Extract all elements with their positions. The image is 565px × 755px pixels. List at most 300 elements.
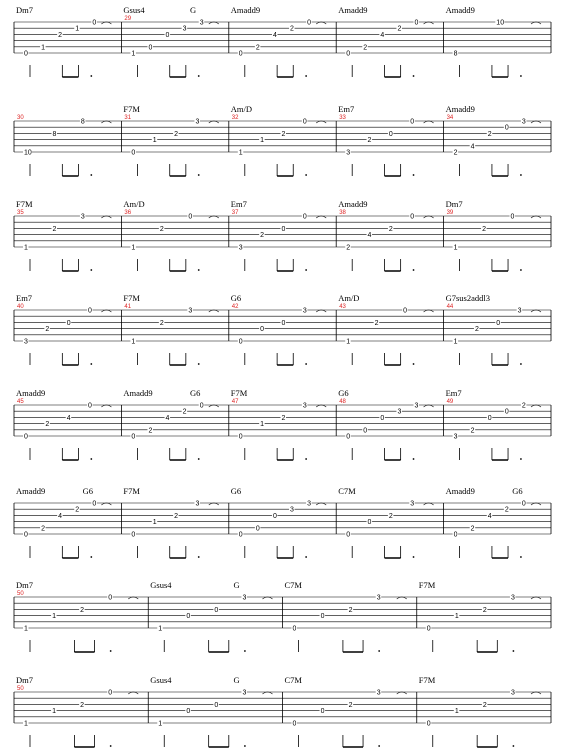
measure-number: 42 <box>231 304 239 310</box>
fret-number: 0 <box>165 31 170 39</box>
slur <box>424 121 434 123</box>
fret-number: 3 <box>517 307 522 315</box>
chord-name: F7M <box>418 580 436 590</box>
fret-number: 1 <box>152 519 157 527</box>
fret-number: 4 <box>367 232 372 240</box>
dot <box>520 363 522 365</box>
fret-number: 1 <box>52 708 56 716</box>
chord-name: Dm7 <box>16 675 33 685</box>
fret-number: 1 <box>52 613 56 621</box>
measure-number: 36 <box>124 210 132 216</box>
dot <box>305 269 307 271</box>
slur <box>209 121 219 123</box>
fret-number: 2 <box>174 130 179 138</box>
dot <box>198 458 200 460</box>
fret-number: 0 <box>186 708 191 716</box>
fret-number: 3 <box>410 500 415 508</box>
fret-number: 0 <box>388 130 393 138</box>
fret-number: 1 <box>260 421 265 429</box>
dot <box>90 556 92 558</box>
fret-number: 2 <box>80 701 85 709</box>
chord-name: F7M <box>418 675 436 685</box>
fret-number: 0 <box>281 225 286 233</box>
measure <box>446 199 551 271</box>
chord-name: Gsus4 <box>150 580 172 590</box>
fret-number: 0 <box>108 594 113 602</box>
measure <box>16 5 121 77</box>
fret-number: 0 <box>260 326 265 334</box>
fret-number: 0 <box>238 338 243 346</box>
chord-name: Em7 <box>445 388 462 398</box>
dot <box>90 458 92 460</box>
measure-number: 37 <box>231 210 239 216</box>
measure <box>338 293 443 365</box>
fret-number: 1 <box>131 50 136 58</box>
fret-number: 0 <box>367 519 372 527</box>
fret-number: 2 <box>470 427 475 435</box>
chord-name: Am/D <box>123 199 145 209</box>
fret-number: 0 <box>188 213 193 221</box>
fret-number: 3 <box>414 402 419 410</box>
fret-number: 0 <box>363 427 368 435</box>
chord-name: G <box>189 5 197 15</box>
dot <box>520 458 522 460</box>
fret-number: 10 <box>496 19 505 27</box>
dot <box>90 269 92 271</box>
fret-number: 0 <box>24 433 28 441</box>
dot <box>520 556 522 558</box>
slur <box>316 121 326 123</box>
fret-number: 0 <box>131 531 136 539</box>
fret-number: 0 <box>320 708 325 716</box>
fret-number: 2 <box>148 427 153 435</box>
measure <box>338 104 443 176</box>
fret-number: 3 <box>182 25 187 33</box>
measure-number: 45 <box>17 399 24 405</box>
measure-number: 34 <box>446 115 454 121</box>
fret-number: 3 <box>397 408 402 416</box>
fret-number: 1 <box>41 44 45 52</box>
dot <box>413 269 415 271</box>
dot <box>90 363 92 365</box>
fret-number: 2 <box>397 25 402 33</box>
chord-name: G <box>233 580 240 590</box>
measure <box>285 580 417 652</box>
chord-name: Amadd9 <box>123 388 153 398</box>
fret-number: 2 <box>504 506 509 514</box>
fret-number: 1 <box>453 244 458 252</box>
fret-number: 2 <box>58 31 63 39</box>
fret-number: 2 <box>482 701 487 709</box>
tab-system-2 <box>14 104 551 176</box>
fret-number: 0 <box>131 433 136 441</box>
measure-number: 49 <box>446 399 454 405</box>
measure-number: 31 <box>124 115 132 121</box>
fret-number: 0 <box>88 307 92 315</box>
measure <box>419 580 551 652</box>
fret-number: 0 <box>496 319 501 327</box>
dot <box>110 650 112 652</box>
fret-number: 4 <box>58 512 63 520</box>
fret-number: 1 <box>453 338 458 346</box>
fret-number: 2 <box>281 414 286 422</box>
fret-number: 0 <box>487 414 492 422</box>
chord-name: G6 <box>338 388 349 398</box>
fret-number: 2 <box>45 326 50 334</box>
fret-number: 2 <box>374 319 379 327</box>
fret-number: 0 <box>504 408 509 416</box>
fret-number: 0 <box>199 402 204 410</box>
slur <box>531 121 541 123</box>
dot <box>110 745 112 747</box>
measure <box>338 486 443 558</box>
tab-system-8 <box>14 675 551 747</box>
measure <box>338 388 443 460</box>
fret-number: 1 <box>158 625 163 633</box>
measure <box>16 580 148 652</box>
dot <box>413 458 415 460</box>
fret-number: 1 <box>152 137 157 145</box>
chord-name: G6 <box>230 293 242 303</box>
fret-number: 0 <box>238 531 243 539</box>
fret-number: 0 <box>302 118 307 126</box>
measure <box>446 5 551 77</box>
fret-number: 0 <box>88 402 92 410</box>
fret-number: 0 <box>24 50 28 58</box>
fret-number: 4 <box>272 31 277 39</box>
fret-number: 2 <box>363 44 368 52</box>
chord-name: F7M <box>123 293 140 303</box>
fret-number: 0 <box>255 525 260 533</box>
fret-number: 3 <box>376 594 381 602</box>
fret-number: 0 <box>92 19 97 27</box>
dot <box>90 75 92 77</box>
chord-name: F7M <box>230 388 248 398</box>
fret-number: 1 <box>131 244 136 252</box>
fret-number: 2 <box>159 319 164 327</box>
measure <box>123 486 228 558</box>
fret-number: 4 <box>487 512 492 520</box>
measure <box>338 5 443 77</box>
dot <box>413 75 415 77</box>
fret-number: 3 <box>195 500 200 508</box>
dot <box>198 363 200 365</box>
fret-number: 1 <box>24 720 28 728</box>
fret-number: 2 <box>75 506 80 514</box>
measure-number: 40 <box>17 304 24 310</box>
fret-number: 0 <box>410 118 415 126</box>
fret-number: 2 <box>80 606 85 614</box>
chord-name: F7M <box>16 199 33 209</box>
fret-number: 3 <box>199 19 204 27</box>
fret-number: 1 <box>24 244 28 252</box>
measure <box>150 580 282 652</box>
chord-name: Am/D <box>338 293 360 303</box>
chord-name: Gsus4 <box>123 5 145 15</box>
dot <box>520 75 522 77</box>
chord-name: G6 <box>512 486 523 496</box>
dot <box>520 174 522 176</box>
fret-number: 1 <box>158 720 163 728</box>
fret-number: 1 <box>75 25 80 33</box>
fret-number: 2 <box>290 25 294 33</box>
fret-number: 0 <box>302 213 307 221</box>
dot <box>198 556 200 558</box>
measure-number: 47 <box>231 399 239 405</box>
chord-name: Em7 <box>16 293 33 303</box>
fret-number: 0 <box>148 44 153 52</box>
fret-number: 3 <box>346 149 351 157</box>
fret-number: 3 <box>188 307 193 315</box>
fret-number: 2 <box>281 130 286 138</box>
fret-number: 0 <box>521 500 526 508</box>
chord-name: Amadd9 <box>230 5 261 15</box>
slur <box>101 121 111 123</box>
measure-number: 29 <box>124 16 132 22</box>
fret-number: 8 <box>52 130 57 138</box>
fret-number: 4 <box>165 414 170 422</box>
measure <box>419 675 551 747</box>
fret-number: 0 <box>238 50 243 58</box>
measure-number: 44 <box>446 304 454 310</box>
measure-number: 32 <box>231 115 239 121</box>
chord-name: Dm7 <box>16 580 33 590</box>
fret-number: 0 <box>292 625 297 633</box>
measure-number: 39 <box>446 210 454 216</box>
tab-system-5 <box>14 388 551 460</box>
dot <box>198 75 200 77</box>
fret-number: 2 <box>388 225 393 233</box>
measure-number: 43 <box>339 304 346 310</box>
measure <box>231 104 336 176</box>
fret-number: 2 <box>182 408 187 416</box>
chord-name: Amadd9 <box>16 388 46 398</box>
chord-name: G6 <box>230 486 242 496</box>
measure <box>16 675 148 747</box>
fret-number: 2 <box>159 225 164 233</box>
fret-number: 0 <box>403 307 408 315</box>
measure <box>16 199 121 271</box>
fret-number: 0 <box>320 613 325 621</box>
chord-name: G6 <box>82 486 93 496</box>
fret-number: 3 <box>80 213 85 221</box>
fret-number: 0 <box>66 319 71 327</box>
fret-number: 2 <box>52 225 57 233</box>
dot <box>305 174 307 176</box>
fret-number: 0 <box>380 414 385 422</box>
dot <box>378 650 380 652</box>
measure-number: 38 <box>339 210 346 216</box>
measure-number: 48 <box>339 399 346 405</box>
dot <box>305 458 307 460</box>
fret-number: 1 <box>454 613 459 621</box>
fret-number: 0 <box>414 19 419 27</box>
fret-number: 0 <box>281 319 286 327</box>
fret-number: 2 <box>348 701 353 709</box>
dot <box>413 556 415 558</box>
fret-number: 2 <box>521 402 526 410</box>
measure-number: 35 <box>17 210 24 216</box>
fret-number: 0 <box>410 213 415 221</box>
fret-number: 1 <box>346 338 351 346</box>
measure <box>231 388 336 460</box>
measure <box>16 293 121 365</box>
fret-number: 3 <box>238 244 243 252</box>
measure <box>446 293 551 365</box>
measure <box>231 199 336 271</box>
fret-number: 2 <box>346 244 351 252</box>
fret-number: 2 <box>367 137 372 145</box>
measure-number: 50 <box>17 686 24 692</box>
tab-system-7 <box>14 580 551 652</box>
measure-number: 50 <box>17 591 24 597</box>
dot <box>520 269 522 271</box>
measure <box>231 293 336 365</box>
measure <box>446 388 551 460</box>
fret-number: 2 <box>174 512 179 520</box>
fret-number: 1 <box>260 137 265 145</box>
chord-name: G7sus2addl3 <box>445 293 490 303</box>
fret-number: 0 <box>292 720 297 728</box>
fret-number: 8 <box>80 118 85 126</box>
dot <box>413 363 415 365</box>
fret-number: 3 <box>521 118 526 126</box>
measure <box>123 388 228 460</box>
fret-number: 3 <box>242 594 247 602</box>
fret-number: 1 <box>238 149 243 157</box>
fret-number: 0 <box>510 213 515 221</box>
fret-number: 0 <box>346 433 351 441</box>
dot <box>198 174 200 176</box>
fret-number: 3 <box>24 338 28 346</box>
fret-number: 2 <box>482 225 486 233</box>
dot <box>90 174 92 176</box>
chord-name: Amadd9 <box>338 199 368 209</box>
fret-number: 0 <box>238 433 243 441</box>
measure <box>231 5 336 77</box>
fret-number: 0 <box>186 613 191 621</box>
measure <box>446 104 551 176</box>
chord-name: Amadd9 <box>338 5 368 15</box>
measure <box>16 486 121 558</box>
fret-number: 2 <box>453 149 458 157</box>
fret-number: 0 <box>426 625 431 633</box>
fret-number: 2 <box>255 44 260 52</box>
fret-number: 1 <box>131 338 136 346</box>
chord-name: G <box>233 675 240 685</box>
fret-number: 2 <box>474 326 479 334</box>
fret-number: 0 <box>214 701 219 709</box>
dot <box>513 745 515 747</box>
chord-name: G6 <box>189 388 201 398</box>
chord-name: Gsus4 <box>150 675 172 685</box>
fret-number: 3 <box>510 689 515 697</box>
fret-number: 0 <box>24 531 28 539</box>
chord-name: Amadd9 <box>445 104 475 114</box>
chord-name: F7M <box>123 486 140 496</box>
chord-name: Am/D <box>230 104 253 114</box>
dot <box>198 269 200 271</box>
fret-number: 1 <box>454 708 459 716</box>
fret-number: 0 <box>426 720 431 728</box>
measure-number: 30 <box>17 115 24 121</box>
fret-number: 0 <box>131 149 136 157</box>
chord-name: F7M <box>123 104 140 114</box>
chord-name: C7M <box>284 675 302 685</box>
fret-number: 4 <box>380 31 385 39</box>
measure <box>285 675 417 747</box>
fret-number: 3 <box>302 402 307 410</box>
dot <box>378 745 380 747</box>
tab-system-4 <box>14 293 551 365</box>
dot <box>305 556 307 558</box>
measure <box>123 293 228 365</box>
fret-number: 2 <box>45 421 50 429</box>
fret-number: 2 <box>470 525 475 533</box>
fret-number: 2 <box>388 512 393 520</box>
fret-number: 0 <box>272 512 277 520</box>
dot <box>305 75 307 77</box>
measure-number: 33 <box>339 115 346 121</box>
measure <box>16 388 121 460</box>
fret-number: 3 <box>195 118 200 126</box>
fret-number: 0 <box>346 531 351 539</box>
fret-number: 8 <box>453 50 458 58</box>
fret-number: 3 <box>242 689 247 697</box>
dot <box>244 650 246 652</box>
chord-name: Dm7 <box>445 199 463 209</box>
fret-number: 0 <box>214 606 219 614</box>
fret-number: 2 <box>487 130 492 138</box>
tab-system-6 <box>14 486 551 558</box>
fret-number: 2 <box>41 525 45 533</box>
chord-name: Amadd9 <box>445 486 475 496</box>
fret-number: 3 <box>510 594 515 602</box>
fret-number: 0 <box>346 50 351 58</box>
chord-name: Amadd9 <box>16 486 46 496</box>
chord-name: C7M <box>338 486 356 496</box>
measure <box>123 104 228 176</box>
chord-name: Em7 <box>230 199 247 209</box>
measure-number: 41 <box>124 304 132 310</box>
dot <box>244 745 246 747</box>
fret-number: 0 <box>92 500 97 508</box>
fret-number: 2 <box>482 606 487 614</box>
chord-name: Dm7 <box>16 5 33 15</box>
fret-number: 3 <box>453 433 458 441</box>
fret-number: 1 <box>24 625 28 633</box>
fret-number: 0 <box>108 689 113 697</box>
tab-system-3 <box>14 199 551 271</box>
fret-number: 0 <box>504 124 509 132</box>
fret-number: 2 <box>260 232 265 240</box>
measure <box>338 199 443 271</box>
measure <box>446 486 551 558</box>
tab-system-1 <box>14 5 551 77</box>
fret-number: 2 <box>348 606 353 614</box>
fret-number: 4 <box>470 143 475 151</box>
measure <box>150 675 282 747</box>
measure <box>123 199 228 271</box>
fret-number: 3 <box>290 506 294 514</box>
fret-number: 3 <box>376 689 381 697</box>
dot <box>413 174 415 176</box>
fret-number: 3 <box>302 307 307 315</box>
fret-number: 10 <box>24 149 32 157</box>
fret-number: 0 <box>307 19 312 27</box>
fret-number: 3 <box>307 500 312 508</box>
fret-number: 0 <box>453 531 458 539</box>
